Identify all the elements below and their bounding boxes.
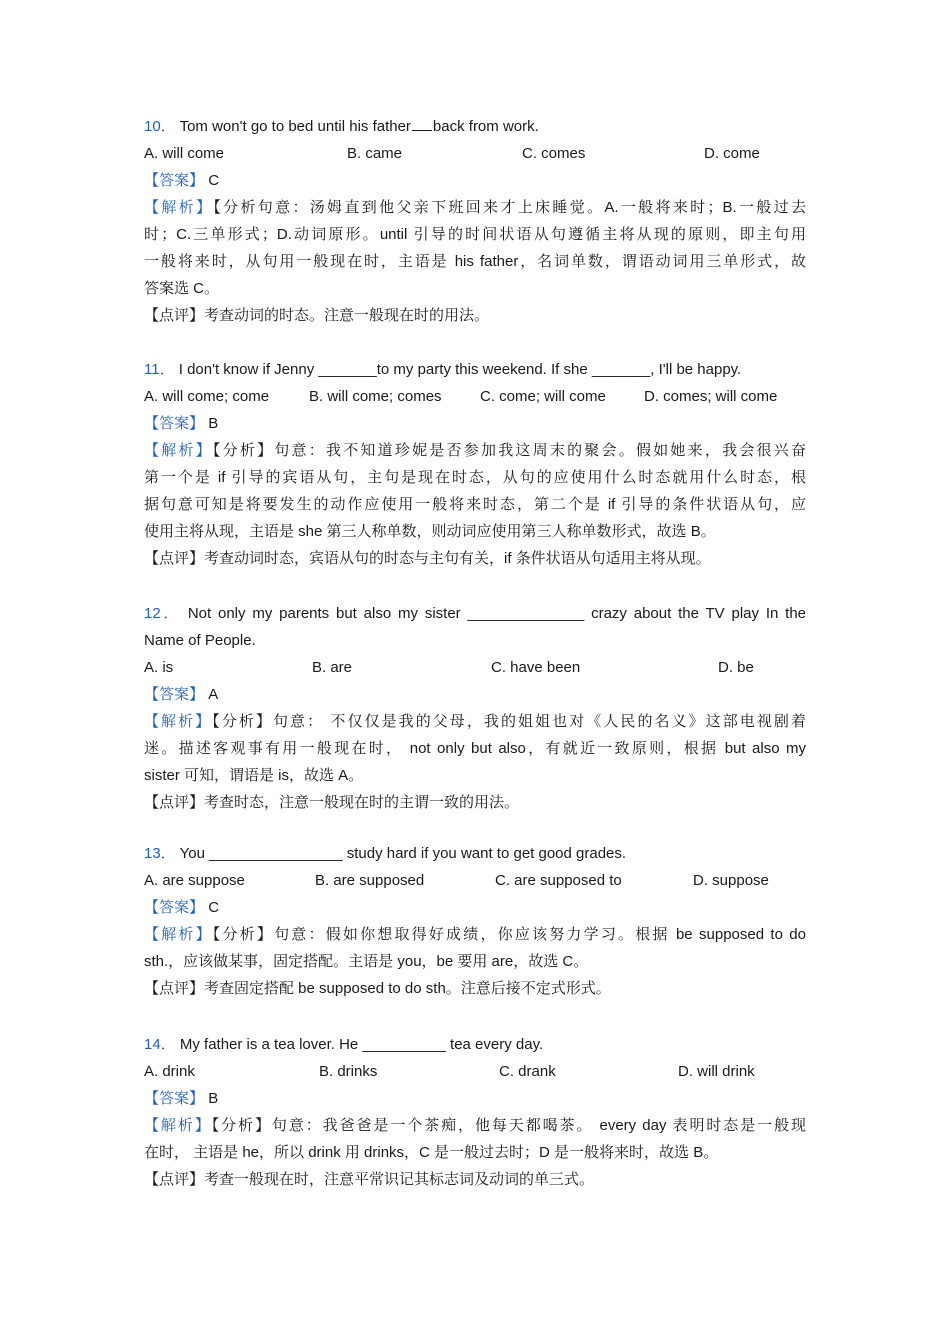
option-b: B. came: [347, 145, 403, 162]
stem-text: Tom won't go to bed until his father: [179, 118, 411, 135]
options-row: [144, 140, 806, 167]
stem-text: I don't know if Jenny _______to my party this weekend. If she _______, I'll be happy.: [178, 361, 742, 378]
option-c: C. have been: [491, 659, 581, 676]
question-11: [144, 356, 806, 572]
answer-line: [144, 410, 806, 437]
stem-text: back from work.: [432, 118, 539, 135]
question-12: [144, 600, 806, 816]
answer-label: 【答案】: [144, 686, 205, 703]
analysis-line: 时；C.三单形式；D.动词原形。until 引导的时间状语从句遵循主将从现的原则，即主句用: [144, 226, 806, 243]
analysis-label: 【解析】: [144, 713, 213, 730]
option-b: B. are: [312, 659, 353, 676]
answer-label: 【答案】: [144, 172, 205, 189]
answer-label: 【答案】: [144, 899, 205, 916]
question-number: 10．: [144, 118, 176, 135]
question-stem: [144, 113, 806, 140]
option-a: A. are suppose: [144, 872, 245, 889]
analysis-line: 据句意可知是将要发生的动作应使用一般将来时态，第二个是 if 引导的条件状语从句，应: [144, 496, 806, 513]
option-d: D. comes; will come: [644, 388, 778, 405]
analysis-line: 第一个是 if 引导的宾语从句，主句是现在时态，从句的应使用什么时态就用什么时态，根: [144, 469, 806, 486]
question-stem: [144, 356, 806, 383]
analysis-label: 【解析】: [144, 1117, 212, 1134]
option-b: B. are supposed: [315, 872, 425, 889]
comment-line: 【点评】考查一般现在时，注意平常识记其标志词及动词的单三式。: [144, 1171, 595, 1188]
answer-label: 【答案】: [144, 1090, 205, 1107]
options-row: [144, 1058, 806, 1085]
question-stem: [144, 840, 806, 867]
option-d: D. will drink: [678, 1063, 755, 1080]
option-a: A. will come; come: [144, 388, 270, 405]
question-number: 14．: [144, 1036, 176, 1053]
answer-line: [144, 167, 806, 194]
question-number: 13．: [144, 845, 176, 862]
option-d: D. suppose: [693, 872, 769, 889]
answer-line: [144, 1085, 806, 1112]
option-a: A. will come: [144, 145, 225, 162]
analysis-label: 【解析】: [144, 442, 213, 459]
question-number: 12．: [144, 605, 181, 622]
question-14: [144, 1031, 806, 1193]
stem-text: Not only my parents but also my sister ______________ crazy about the TV play In the: [187, 605, 806, 622]
stem-text: You ________________ study hard if you want to get good grades.: [179, 845, 627, 862]
analysis-text: 【分析】句意：假如你想取得好成绩，你应该努力学习。根据 be supposed to do: [212, 926, 806, 943]
analysis-line: 答案选 C。: [144, 280, 220, 297]
analysis-line: 迷。描述客观事有用一般现在时， not only but also，有就近一致原则，根据 but also my: [144, 740, 806, 757]
analysis-text: 【分析】句意：我不知道珍妮是否参加我这周末的聚会。假如她来，我会很兴奋: [212, 442, 806, 459]
question-number: 11．: [144, 361, 175, 378]
answer-blank: [412, 116, 432, 131]
answer-value: C: [208, 172, 220, 189]
stem-text: My father is a tea lover. He __________ tea every day.: [179, 1036, 544, 1053]
comment-line: 【点评】考查固定搭配 be supposed to do sth。注意后接不定式形式。: [144, 980, 611, 997]
answer-line: [144, 894, 806, 921]
option-d: D. be: [718, 659, 754, 676]
analysis-line: 使用主将从现，主语是 she 第三人称单数，则动词应使用第三人称单数形式，故选 B。: [144, 523, 716, 540]
answer-label: 【答案】: [144, 415, 205, 432]
comment-line: 【点评】考查动词时态，宾语从句的时态与主句有关，if 条件状语从句适用主将从现。: [144, 550, 711, 567]
answer-value: C: [208, 899, 220, 916]
answer-value: B: [208, 1090, 219, 1107]
comment-line: 【点评】考查时态，注意一般现在时的主谓一致的用法。: [144, 794, 520, 811]
options-row: [144, 867, 806, 894]
analysis-label: 【解析】: [144, 199, 214, 216]
analysis-text: 【分析】句意：我爸爸是一个茶痴，他每天都喝茶。 every day 表明时态是一般现: [211, 1117, 806, 1134]
option-a: A. drink: [144, 1063, 195, 1080]
analysis-line: [144, 708, 806, 735]
option-b: B. drinks: [319, 1063, 378, 1080]
question-13: [144, 840, 806, 1002]
analysis-text: 【分析】句意： 不仅仅是我的父母，我的姐姐也对《人民的名义》这部电视剧着: [212, 713, 806, 730]
analysis-text: 【分析句意：汤姆直到他父亲下班回来才上床睡觉。A.一般将来时；B.一般过去: [213, 199, 806, 216]
answer-value: A: [208, 686, 219, 703]
option-a: A. is: [144, 659, 174, 676]
options-row: [144, 383, 806, 410]
analysis-label: 【解析】: [144, 926, 213, 943]
question-stem-continued: Name of People.: [144, 632, 256, 649]
analysis-line: 在时， 主语是 he，所以 drink 用 drinks，C 是一般过去时；D 是一般将来时，故选 B。: [144, 1144, 719, 1161]
analysis-line: sth.，应该做某事，固定搭配。主语是 you，be 要用 are，故选 C。: [144, 953, 589, 970]
options-row: [144, 654, 806, 681]
comment-line: 【点评】考查动词的时态。注意一般现在时的用法。: [144, 307, 490, 324]
option-d: D. come: [704, 145, 760, 162]
option-b: B. will come; comes: [309, 388, 442, 405]
option-c: C. comes: [522, 145, 586, 162]
question-stem: [144, 600, 806, 627]
option-c: C. come; will come: [480, 388, 606, 405]
analysis-line: [144, 1112, 806, 1139]
answer-value: B: [208, 415, 219, 432]
question-10: [144, 113, 806, 329]
question-stem: [144, 1031, 806, 1058]
analysis-line: [144, 921, 806, 948]
option-c: C. drank: [499, 1063, 556, 1080]
analysis-line: [144, 437, 806, 464]
analysis-line: [144, 194, 806, 221]
analysis-line: 一般将来时，从句用一般现在时，主语是 his father，名词单数，谓语动词用三单形式，故: [144, 253, 806, 270]
answer-line: [144, 681, 806, 708]
analysis-line: sister 可知，谓语是 is，故选 A。: [144, 767, 364, 784]
option-c: C. are supposed to: [495, 872, 622, 889]
